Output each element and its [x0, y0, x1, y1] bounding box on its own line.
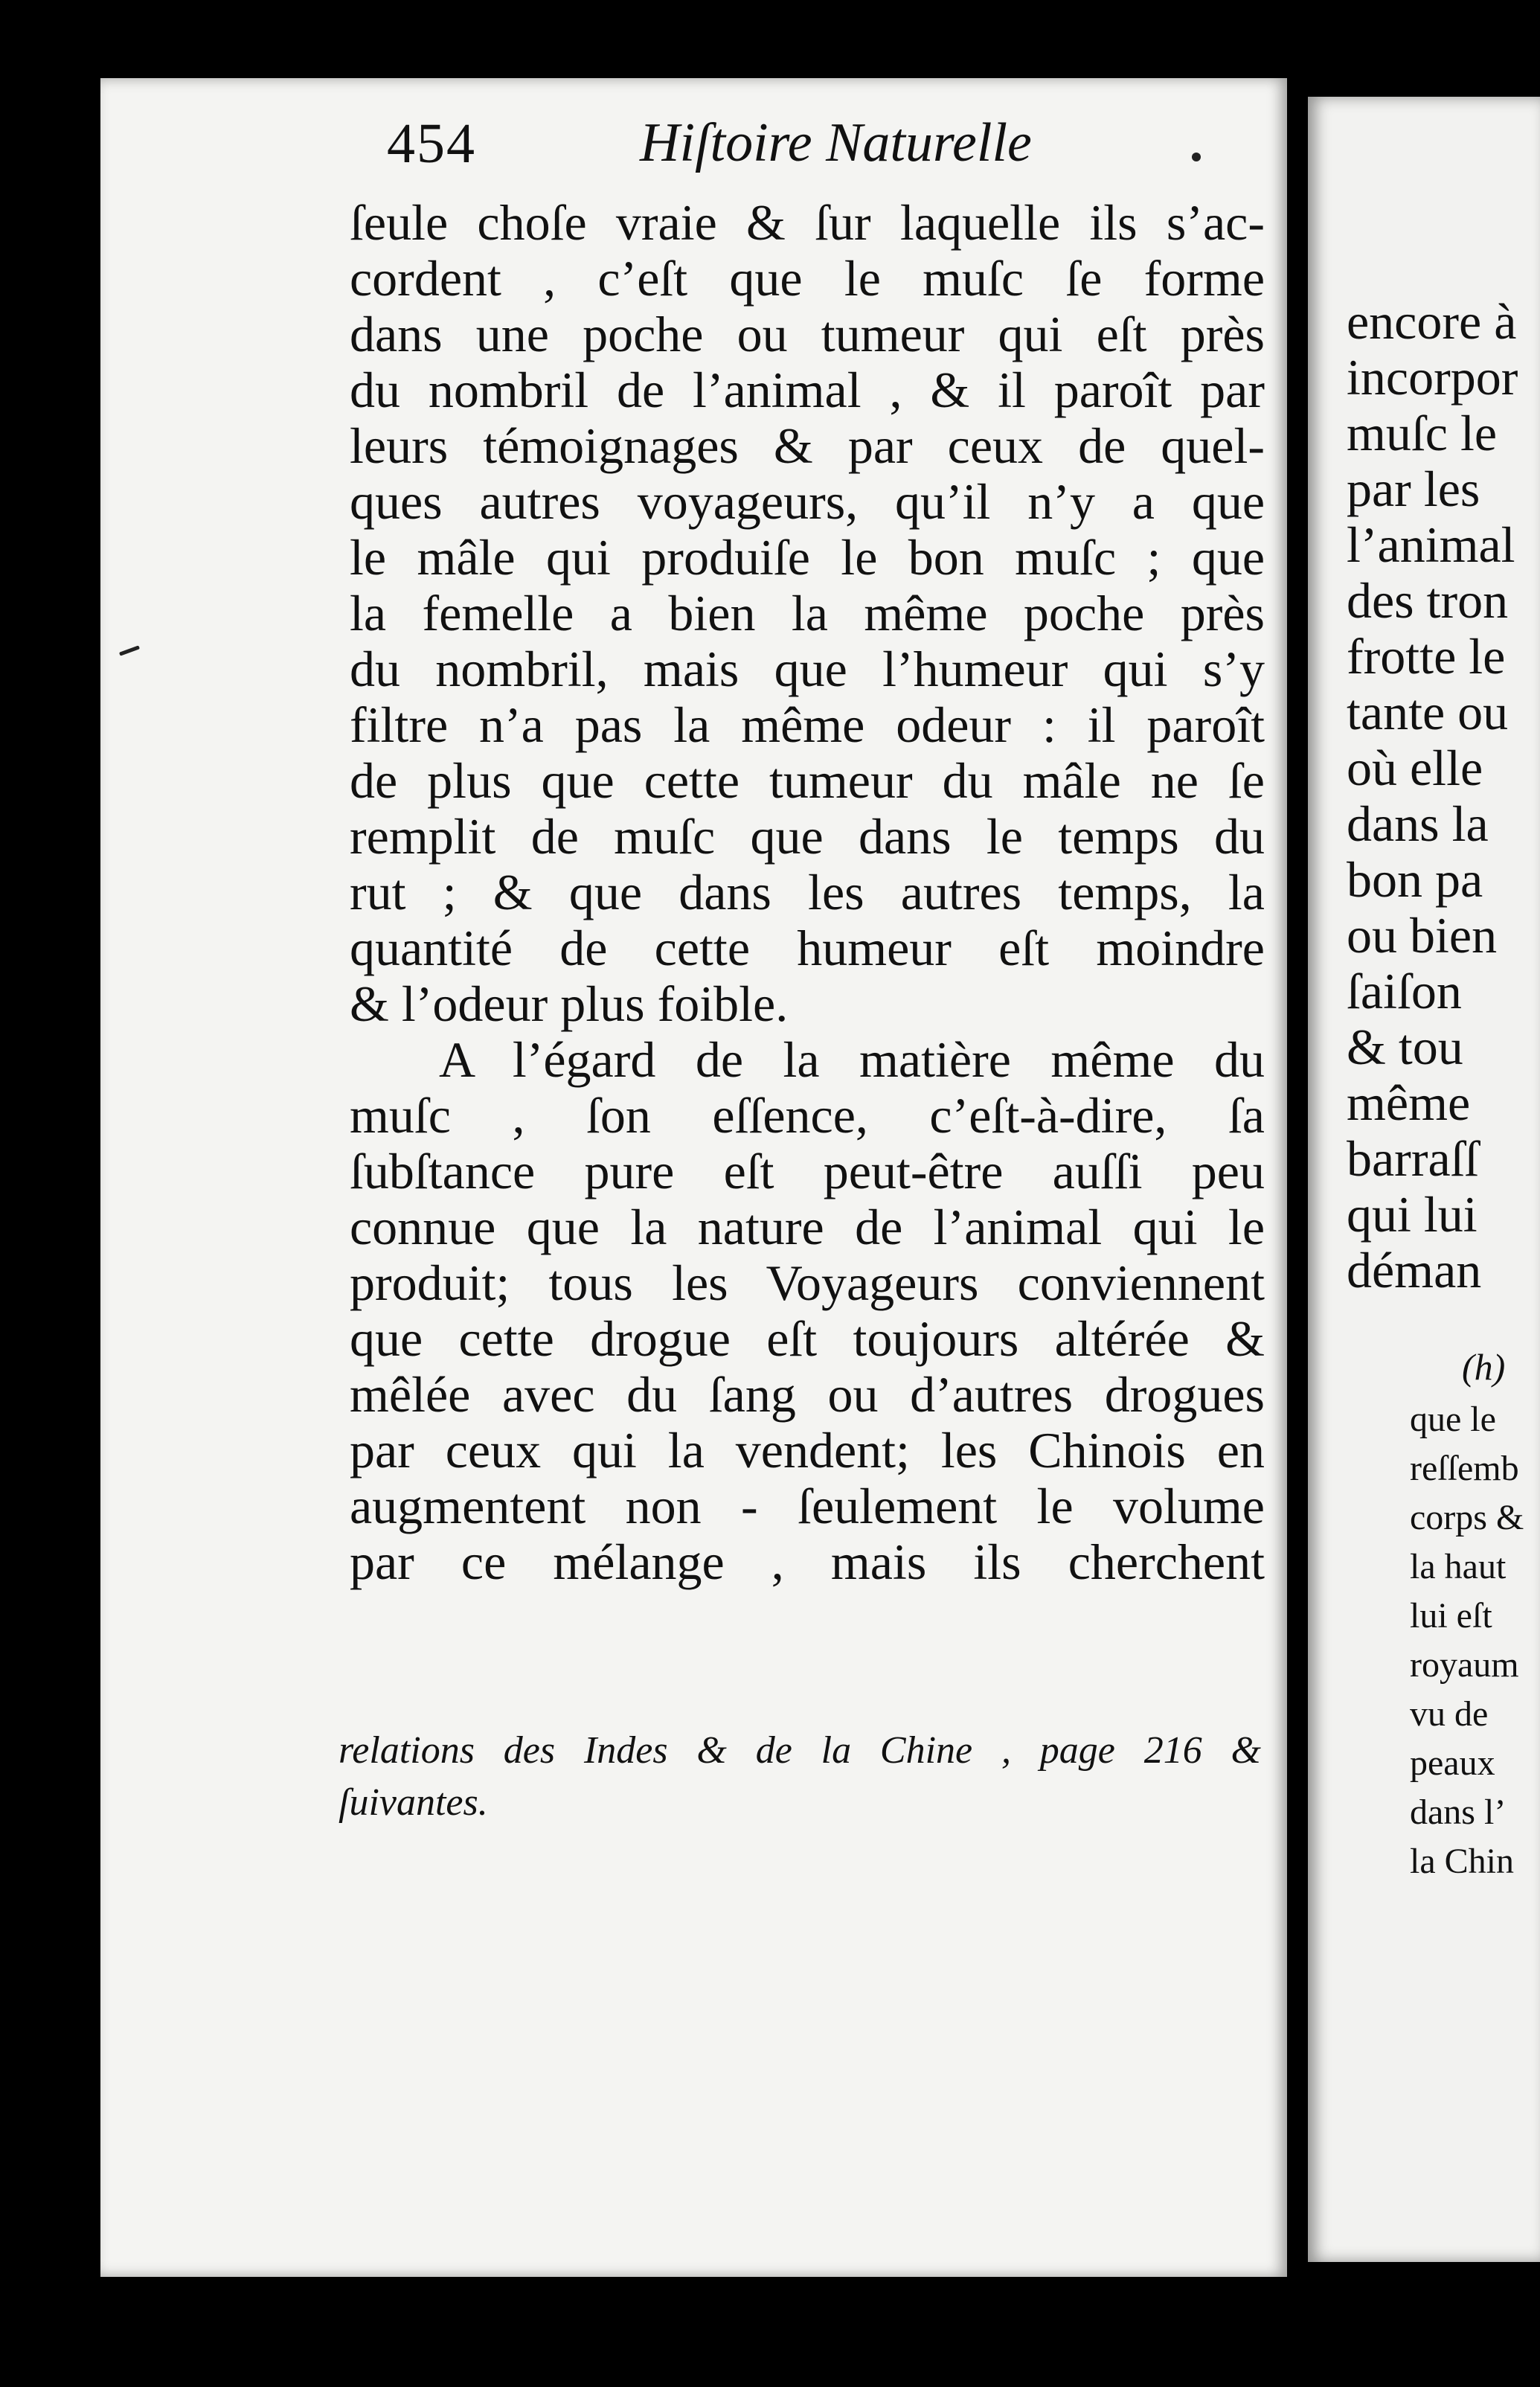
- facing-note-line: vu de: [1410, 1694, 1489, 1734]
- text-line: la femelle a bien la même poche près: [350, 585, 1265, 641]
- facing-note-mark: (h): [1462, 1346, 1506, 1388]
- facing-note-line: que le: [1410, 1400, 1496, 1439]
- text-line: de plus que cette tumeur du mâle ne ſe: [350, 752, 1265, 809]
- facing-line: incorpor: [1347, 349, 1518, 406]
- facing-line: bon pa: [1347, 851, 1483, 908]
- facing-note-line: peaux: [1410, 1743, 1495, 1783]
- text-line: que cette drogue eſt toujours altérée &: [350, 1310, 1265, 1367]
- facing-line: ſaiſon: [1347, 963, 1462, 1019]
- text-line: du nombril de l’animal , & il paroît par: [350, 362, 1265, 418]
- text-line: filtre n’a pas la même odeur : il paroît: [350, 696, 1265, 753]
- text-line: A l’égard de la matière même du: [439, 1031, 1265, 1088]
- facing-note-line: reſſemb: [1410, 1449, 1519, 1488]
- text-line: cordent , c’eſt que le muſc ſe forme: [350, 250, 1265, 307]
- facing-line: muſc le: [1347, 405, 1498, 461]
- page-header: [283, 112, 1116, 182]
- facing-line: qui lui: [1347, 1186, 1478, 1243]
- text-line: ſeule choſe vraie & ſur laquelle ils s’ac-: [350, 194, 1265, 251]
- text-line: mêlée avec du ſang ou d’autres drogues: [350, 1366, 1265, 1423]
- facing-line: & tou: [1347, 1019, 1463, 1075]
- text-line: ſubſtance pure eſt peut-être auſſi peu: [350, 1143, 1265, 1199]
- text-line: dans une poche ou tumeur qui eſt près: [350, 306, 1265, 362]
- footnote-line: ſuivantes.: [339, 1781, 488, 1824]
- facing-line: des tron: [1347, 572, 1509, 629]
- footnote-line: relations des Indes & de la Chine , page 216 &: [339, 1729, 1261, 1772]
- facing-line: ou bien: [1347, 907, 1498, 964]
- facing-note-line: la haut: [1410, 1547, 1507, 1586]
- text-line: ques autres voyageurs, qu’il n’y a que: [350, 473, 1265, 530]
- text-line: quantité de cette humeur eſt moindre: [350, 920, 1265, 976]
- facing-line: même: [1347, 1074, 1471, 1131]
- facing-page-notes: [1410, 1395, 1540, 1886]
- text-line: rut ; & que dans les autres temps, la: [350, 864, 1265, 920]
- facing-line: frotte le: [1347, 628, 1506, 685]
- text-line: le mâle qui produiſe le bon muſc ; que: [350, 529, 1265, 586]
- facing-note-line: dans l’: [1410, 1792, 1507, 1832]
- facing-line: dans la: [1347, 795, 1489, 852]
- facing-line: encore à: [1347, 294, 1517, 350]
- facing-note-line: royaum: [1410, 1645, 1519, 1685]
- facing-note-line: corps &: [1410, 1498, 1524, 1537]
- running-title: Hiſtoire Naturelle: [640, 112, 1032, 173]
- footnote: [339, 1725, 1261, 1829]
- text-line: remplit de muſc que dans le temps du: [350, 808, 1265, 865]
- text-line: augmentent non - ſeulement le volume: [350, 1478, 1265, 1534]
- page-number: 454: [387, 112, 476, 175]
- text-line: & l’odeur plus foible.: [350, 975, 789, 1032]
- facing-line: barraſſ: [1347, 1130, 1479, 1187]
- facing-note-line: lui eſt: [1410, 1596, 1492, 1635]
- facing-line: déman: [1347, 1242, 1482, 1298]
- text-line: leurs témoignages & par ceux de quel-: [350, 417, 1265, 474]
- facing-note-line: la Chin: [1410, 1842, 1514, 1881]
- facing-line: l’animal: [1347, 516, 1515, 573]
- facing-page-text: [1347, 294, 1540, 1298]
- facing-line: où elle: [1347, 740, 1483, 796]
- text-line: du nombril, mais que l’humeur qui s’y: [350, 641, 1265, 697]
- body-text: [350, 195, 1265, 1590]
- facing-line: tante ou: [1347, 684, 1509, 740]
- text-line: connue que la nature de l’animal qui le: [350, 1199, 1265, 1255]
- facing-line: par les: [1347, 461, 1480, 517]
- text-line: muſc , ſon eſſence, c’eſt-à-dire, ſa: [350, 1087, 1265, 1144]
- paper-speck: [1192, 153, 1201, 161]
- text-line: par ce mélange , mais ils cherchent: [350, 1534, 1265, 1590]
- text-line: produit; tous les Voyageurs conviennent: [350, 1255, 1265, 1311]
- text-line: par ceux qui la vendent; les Chinois en: [350, 1422, 1265, 1478]
